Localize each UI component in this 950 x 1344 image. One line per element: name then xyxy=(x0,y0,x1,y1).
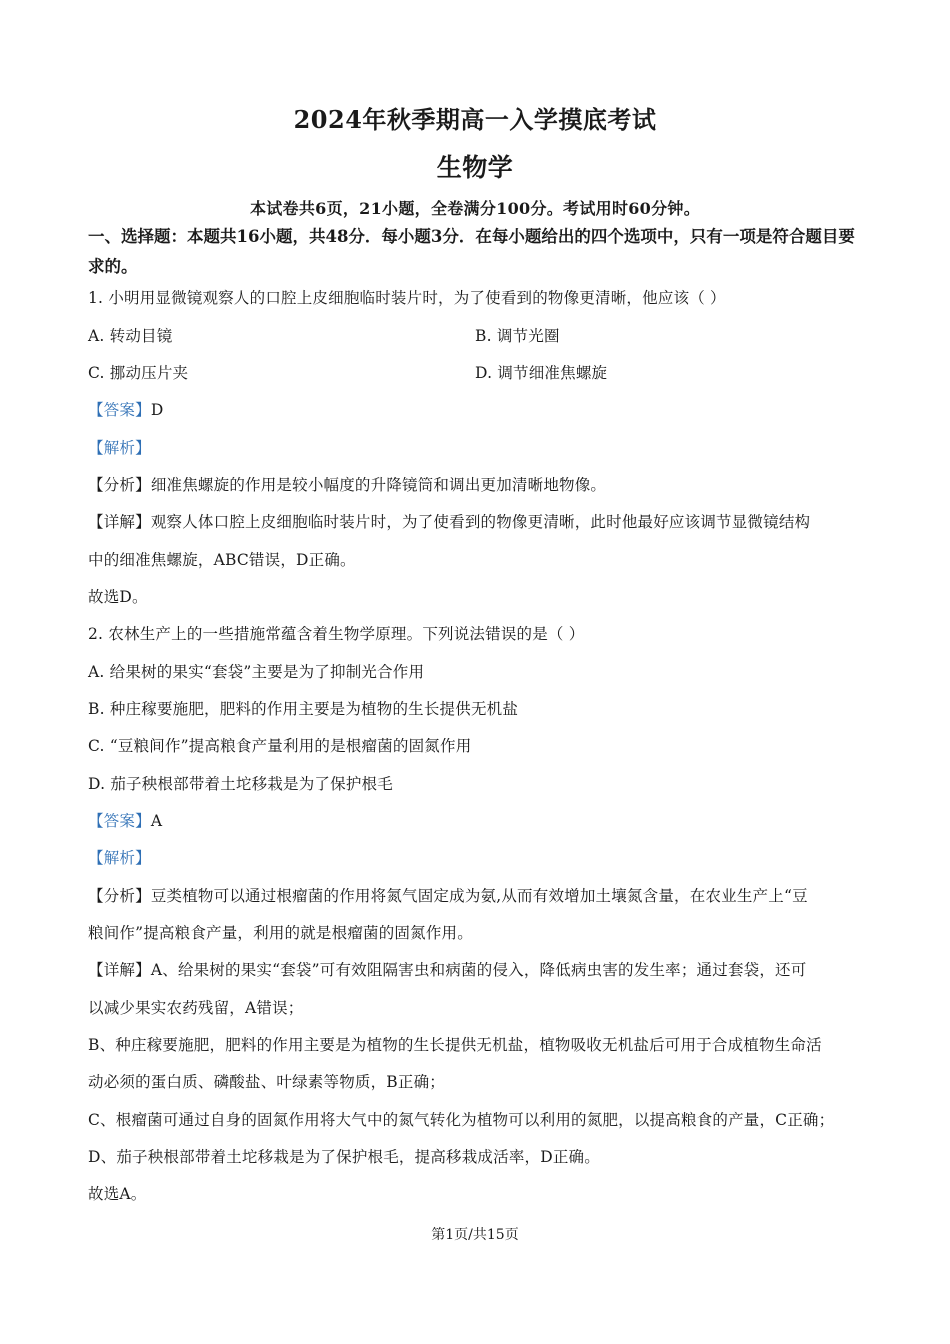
q2-detail-b-line2: 动必须的蛋白质、磷酸盐、叶绿素等物质，B正确； xyxy=(88,1073,445,1091)
q2-detail-a-line1 xyxy=(88,958,806,980)
q2-option-d: D. 茄子秧根部带着土坨移栽是为了保护根毛 xyxy=(88,775,393,793)
q2-fenxi-line1 xyxy=(88,884,808,906)
q2-detail-c: C、根瘤菌可通过自身的固氮作用将大气中的氮气转化为植物可以利用的氮肥，以提高粮食的产量，C正确； xyxy=(88,1111,835,1129)
q1-option-a: A. 转动目镜 xyxy=(88,327,173,345)
q2-stem: 2. 农林生产上的一些措施常蕴含着生物学原理。下列说法错误的是（ ） xyxy=(88,625,585,643)
detail-text: A、给果树的果实“套袋”可有效阻隔害虫和病菌的侵入，降低病虫害的发生率；通过套袋，还可 xyxy=(150,961,807,979)
page-number: 第1页/共15页 xyxy=(431,1227,519,1243)
fenxi-tag: 【分析】 xyxy=(88,887,151,905)
q1-answer xyxy=(88,398,163,420)
q1-option-d: D. 调节细准焦螺旋 xyxy=(475,364,608,382)
xiangjie-tag: 【详解】 xyxy=(88,513,151,531)
xiangjie-tag: 【详解】 xyxy=(88,961,151,979)
fenxi-text: 细准焦螺旋的作用是较小幅度的升降镜筒和调出更加清晰地物像。 xyxy=(150,476,607,494)
answer-value: A xyxy=(150,812,163,830)
exam-intro: 本试卷共6页，21小题，全卷满分100分。考试用时60分钟。 xyxy=(249,199,701,218)
answer-tag: 【答案】 xyxy=(88,812,151,830)
exam-title: 2024年秋季期高一入学摸底考试 xyxy=(293,105,657,134)
section-heading: 一、选择题：本题共16小题，共48分．每小题3分．在每小题给出的四个选项中，只有一项是符合题目要求的。 xyxy=(88,227,855,276)
q1-option-b: B. 调节光圈 xyxy=(475,327,560,345)
q1-xiangjie-line2: 中的细准焦螺旋，ABC错误，D正确。 xyxy=(88,551,356,569)
q2-option-b: B. 种庄稼要施肥，肥料的作用主要是为植物的生长提供无机盐 xyxy=(88,700,519,718)
answer-tag: 【答案】 xyxy=(88,401,151,419)
q2-option-a: A. 给果树的果实“套袋”主要是为了抑制光合作用 xyxy=(88,663,425,681)
q1-choose: 故选D。 xyxy=(88,588,148,606)
q2-option-c: C. “豆粮间作”提高粮食产量利用的是根瘤菌的固氮作用 xyxy=(88,737,472,755)
xiangjie-text: 观察人体口腔上皮细胞临时装片时，为了使看到的物像更清晰，此时他最好应该调节显微镜结构 xyxy=(150,513,811,531)
q2-analysis-tag: 【解析】 xyxy=(88,849,151,867)
q1-stem: 1. 小明用显微镜观察人的口腔上皮细胞临时装片时，为了使看到的物像更清晰，他应该（ ） xyxy=(88,289,726,307)
q1-option-c: C. 挪动压片夹 xyxy=(88,364,189,382)
q1-xiangjie-line1 xyxy=(88,510,810,532)
q2-detail-b-line1: B、种庄稼要施肥，肥料的作用主要是为植物的生长提供无机盐，植物吸收无机盐后可用于合成植物生命活 xyxy=(88,1036,822,1054)
q1-fenxi xyxy=(88,473,606,495)
fenxi-tag: 【分析】 xyxy=(88,476,151,494)
answer-value: D xyxy=(150,401,164,419)
fenxi-text: 豆类植物可以通过根瘤菌的作用将氮气固定成为氨,从而有效增加土壤氮含量，在农业生产上“豆 xyxy=(150,887,808,905)
q2-answer xyxy=(88,809,162,831)
q2-choose: 故选A。 xyxy=(88,1185,147,1203)
q2-detail-d: D、茄子秧根部带着土坨移栽是为了保护根毛，提高移栽成活率，D正确。 xyxy=(88,1148,600,1166)
q1-analysis-tag: 【解析】 xyxy=(88,439,151,457)
subject-title: 生物学 xyxy=(436,153,514,182)
q2-detail-a-line2: 以减少果实农药残留，A错误； xyxy=(88,999,304,1017)
q2-fenxi-line2: 粮间作”提高粮食产量，利用的就是根瘤菌的固氮作用。 xyxy=(88,924,473,942)
